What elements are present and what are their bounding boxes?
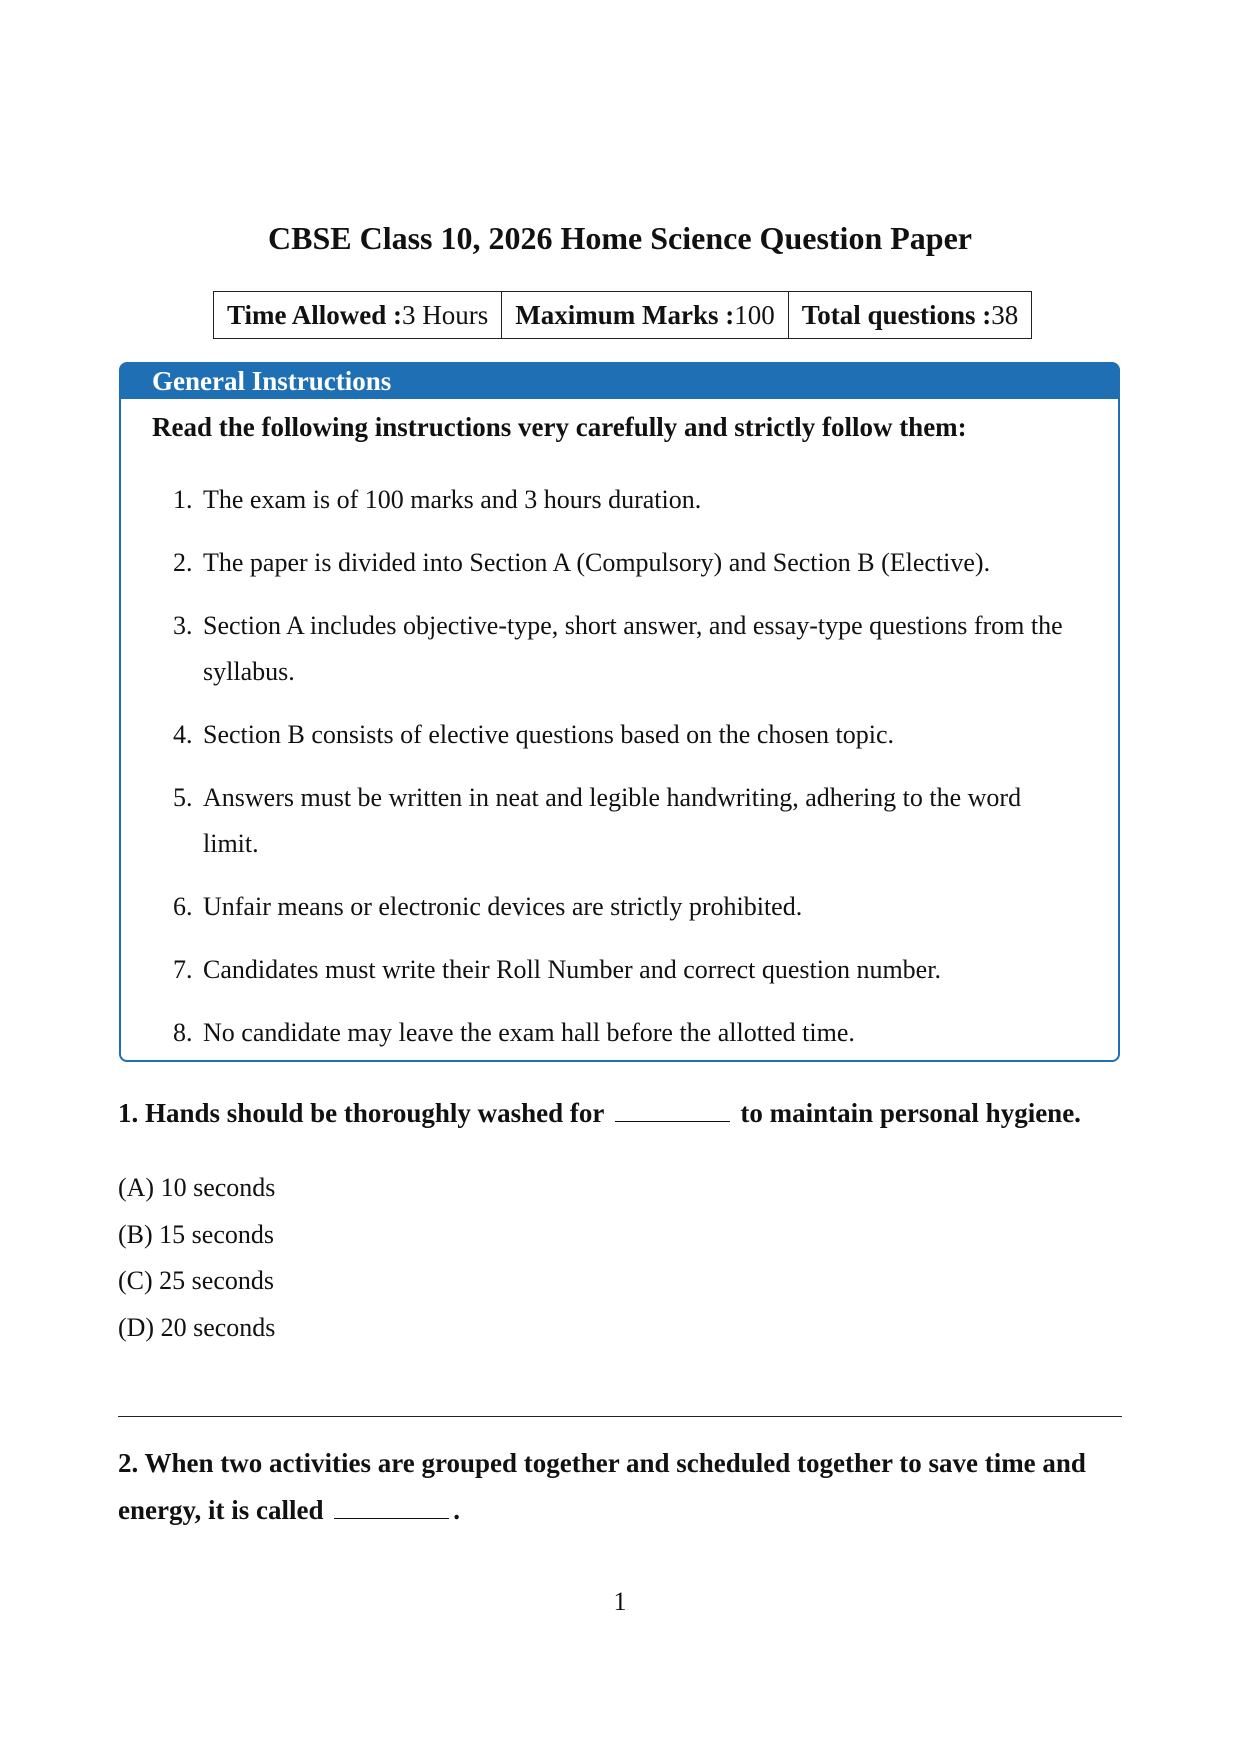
instruction-text: Section A includes objective-type, short answer, and essay-type questions from the syllabus. (203, 611, 1063, 686)
instruction-item (173, 603, 1073, 695)
instruction-number: 5. (173, 783, 193, 812)
question-1-suffix: to maintain personal hygiene. (740, 1098, 1081, 1128)
instruction-item (173, 775, 1073, 867)
maximum-marks-value: 100 (734, 299, 775, 330)
instructions-list (173, 477, 1073, 1073)
instruction-text: Section B consists of elective questions based on the chosen topic. (203, 720, 895, 749)
instruction-item (173, 947, 1073, 993)
instruction-number: 1. (173, 485, 193, 514)
page-number: 1 (613, 1587, 627, 1616)
question-1 (118, 1095, 1081, 1131)
instructions-lead: Read the following instructions very carefully and strictly follow them: (152, 412, 967, 442)
instruction-number: 2. (173, 548, 193, 577)
instruction-number: 3. (173, 611, 193, 640)
instruction-item (173, 540, 1073, 586)
instruction-number: 6. (173, 892, 193, 921)
instruction-item (173, 712, 1073, 758)
instruction-text: The paper is divided into Section A (Compulsory) and Section B (Elective). (203, 548, 991, 577)
instruction-item (173, 884, 1073, 930)
option-b: (B) 15 seconds (118, 1219, 274, 1249)
instruction-text: Answers must be written in neat and legible handwriting, adhering to the word limit. (203, 783, 1022, 858)
instruction-number: 4. (173, 720, 193, 749)
option-c: (C) 25 seconds (118, 1266, 274, 1295)
time-allowed-value: 3 Hours (402, 299, 489, 330)
instruction-text: Unfair means or electronic devices are strictly prohibited. (203, 892, 803, 921)
instruction-text: Candidates must write their Roll Number and correct question number. (203, 955, 941, 984)
instruction-item (173, 477, 1073, 523)
question-2-suffix: . (453, 1495, 460, 1525)
general-instructions-box (119, 362, 1120, 1062)
option-a: (A) 10 seconds (118, 1173, 276, 1202)
instruction-text: The exam is of 100 marks and 3 hours duration. (203, 485, 702, 514)
total-questions-cell (788, 292, 1032, 339)
maximum-marks-cell (502, 292, 788, 339)
total-questions-value: 38 (991, 299, 1019, 330)
instruction-item (173, 1010, 1073, 1056)
exam-meta-table (213, 291, 1032, 339)
page-title: CBSE Class 10, 2026 Home Science Question Paper (268, 220, 972, 256)
time-allowed-cell (214, 292, 502, 339)
maximum-marks-label: Maximum Marks : (515, 299, 735, 330)
instruction-text: No candidate may leave the exam hall before the allotted time. (203, 1018, 855, 1047)
question-1-options (118, 1165, 275, 1351)
answer-blank (615, 1097, 730, 1122)
general-instructions-header: General Instructions (121, 364, 1118, 399)
question-1-prefix: 1. Hands should be thoroughly washed for (118, 1098, 604, 1128)
option-d: (D) 20 seconds (118, 1312, 276, 1342)
question-2-prefix: 2. When two activities are grouped together and scheduled together to save time and energy, it is called (118, 1448, 1086, 1525)
question-2 (118, 1440, 1122, 1534)
instruction-number: 7. (173, 955, 193, 984)
answer-blank (334, 1494, 449, 1519)
instruction-number: 8. (173, 1018, 193, 1047)
question-divider (118, 1416, 1122, 1417)
total-questions-label: Total questions : (801, 299, 992, 330)
time-allowed-label: Time Allowed : (227, 299, 402, 330)
